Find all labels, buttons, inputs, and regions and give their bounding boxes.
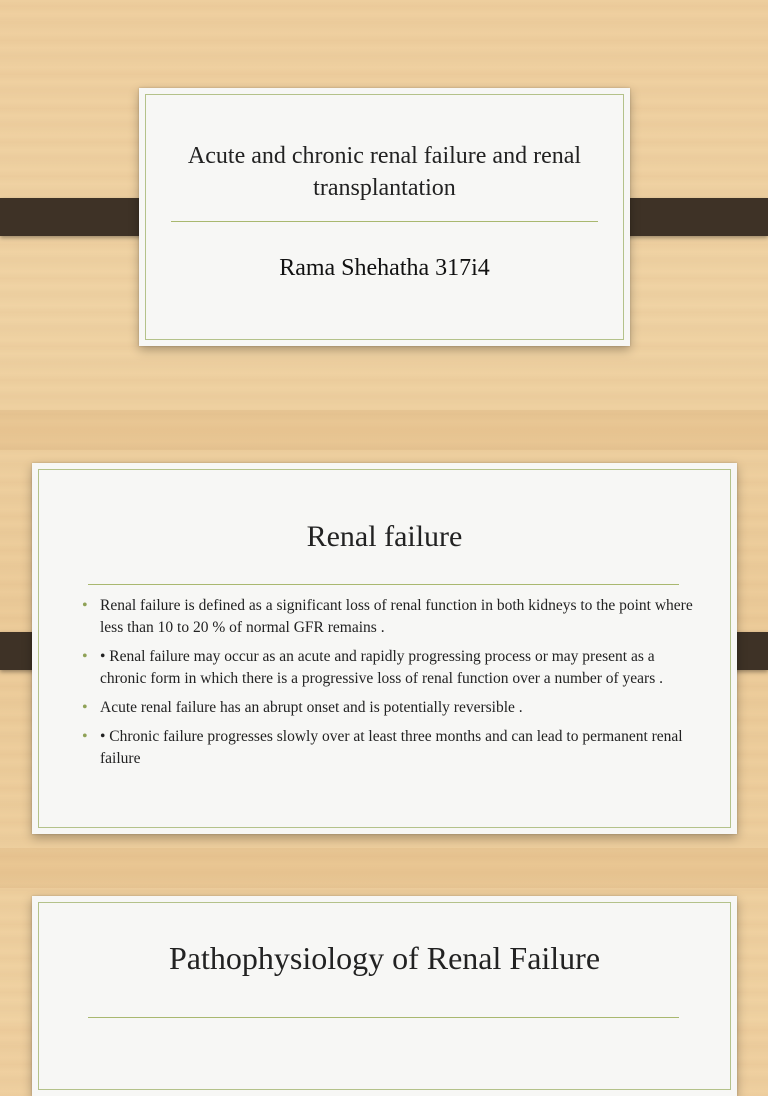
bullet-marker-icon: • bbox=[82, 699, 88, 716]
bullet-item bbox=[82, 726, 697, 770]
slide-2-bullet-list bbox=[82, 595, 697, 777]
slide-3-divider bbox=[88, 1017, 679, 1018]
slide-1-right-strap bbox=[612, 198, 768, 236]
slide-1-title: Acute and chronic renal failure and renal transplantation bbox=[187, 143, 582, 201]
bullet-marker-icon: • bbox=[82, 728, 88, 745]
bullet-marker-icon: • bbox=[82, 597, 88, 614]
bullet-marker-icon: • bbox=[82, 648, 88, 665]
slide-separator bbox=[0, 410, 768, 450]
slide-2-title: Renal failure bbox=[306, 520, 463, 553]
slide-1-divider bbox=[171, 221, 598, 222]
bullet-text: Acute renal failure has an abrupt onset and is potentially reversible . bbox=[100, 699, 523, 716]
slide-1-left-strap bbox=[0, 198, 156, 236]
slide-2-divider bbox=[88, 584, 679, 585]
slide-3-frame bbox=[38, 902, 731, 1090]
slide-2-card[interactable] bbox=[32, 463, 737, 834]
bullet-item bbox=[82, 697, 697, 719]
slide-3-title: Pathophysiology of Renal Failure bbox=[168, 940, 601, 976]
bullet-text: • Chronic failure progresses slowly over at least three months and can lead to permanent renal failure bbox=[100, 728, 683, 767]
bullet-text: Renal failure is defined as a significant loss of renal function in both kidneys to the point where less than 10 to 20 % of normal GFR remains . bbox=[100, 597, 693, 636]
slide-3-card[interactable] bbox=[32, 896, 737, 1096]
bullet-text: • Renal failure may occur as an acute and rapidly progressing process or may present as a chronic form in which there is a progressive loss of renal function over a number of years . bbox=[100, 648, 663, 687]
bullet-item bbox=[82, 646, 697, 690]
slide-1-card[interactable] bbox=[139, 88, 630, 346]
slide-1-subtitle: Rama Shehatha 317i4 bbox=[279, 255, 490, 281]
slide-separator bbox=[0, 848, 768, 888]
bullet-item bbox=[82, 595, 697, 639]
slide-1-frame bbox=[145, 94, 624, 340]
